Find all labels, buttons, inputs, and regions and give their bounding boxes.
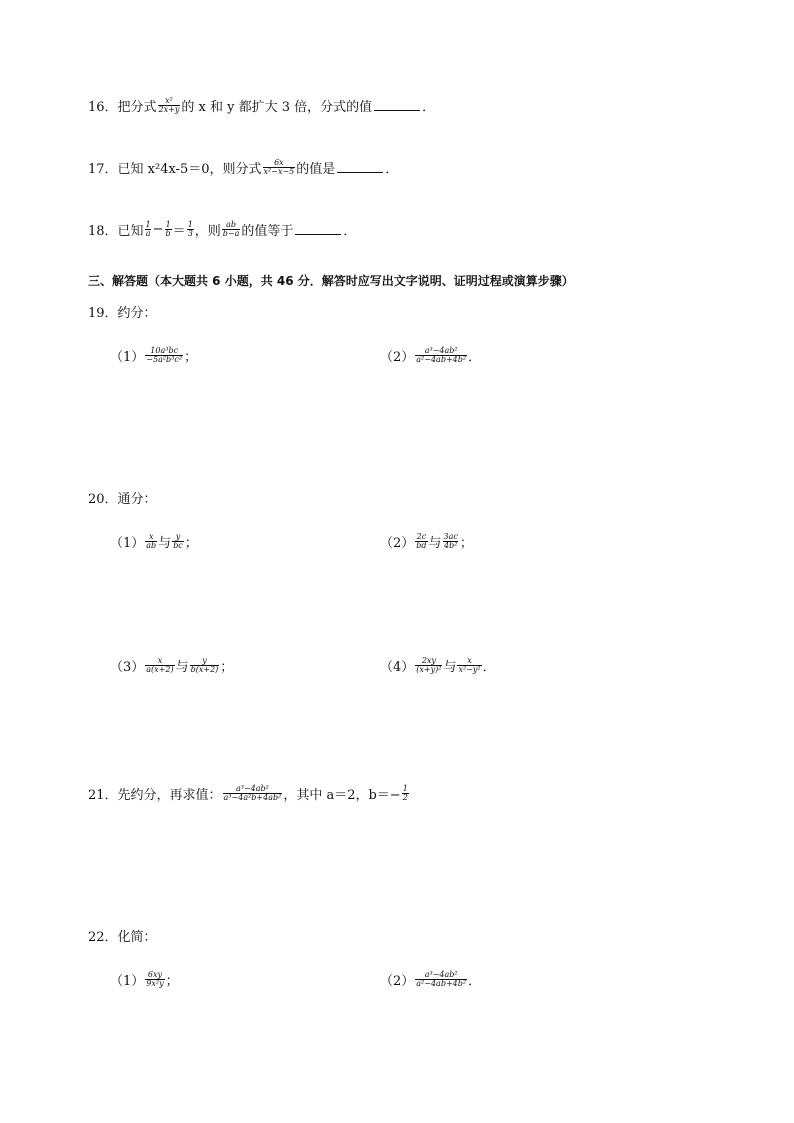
q17-denominator: x²−x−5 (263, 167, 295, 176)
question-17 (88, 158, 398, 177)
q17-end: ． (385, 162, 399, 177)
q18-fraction-4 (222, 221, 241, 239)
q19-p1-denominator: −5a²b³c² (146, 355, 183, 364)
q17-middle: 的值是 (296, 162, 336, 177)
q20-part-2 (380, 532, 473, 551)
q21-half-denominator: 2 (402, 793, 408, 802)
q20-p1-b-numerator: y (175, 531, 181, 541)
q18-mid: ，则 (194, 224, 221, 239)
q20-p4-with: 与 (443, 660, 457, 675)
q18-fraction-2 (165, 221, 172, 239)
q22-p2-end: ． (468, 974, 482, 989)
question-22-title: 22．化简： (88, 930, 157, 945)
q20-p2-fraction-b (443, 533, 459, 551)
q22-p1-end: ； (165, 974, 179, 989)
q20-p2-a-numerator: 2c (416, 531, 427, 541)
q19-part-1 (110, 346, 197, 365)
q20-p3-fraction-a (145, 657, 174, 675)
q17-answer-blank[interactable] (337, 162, 383, 173)
q20-p1-end: ； (184, 536, 198, 551)
q19-part-2 (380, 346, 481, 365)
q20-p4-b-denominator: x²−y² (458, 665, 481, 674)
q20-p4-a-numerator: 2xy (421, 655, 436, 665)
q20-p3-fraction-b (190, 657, 220, 675)
q19-p1-label: （1） (110, 350, 145, 365)
q20-p3-end: ； (220, 660, 234, 675)
question-19-title: 19．约分： (88, 306, 157, 321)
question-18 (88, 220, 356, 239)
question-21 (88, 784, 410, 803)
q20-p2-a-denominator: bd (416, 541, 427, 550)
q20-p2-label: （2） (380, 536, 415, 551)
q18-prefix: 18．已知 (88, 224, 144, 239)
q18-equals: ＝ (172, 224, 186, 239)
q22-part-1 (110, 970, 179, 989)
q20-p3-a-denominator: a(x+2) (146, 665, 174, 674)
q18-minus: − (152, 222, 164, 237)
q22-p1-label: （1） (110, 974, 145, 989)
q18-f4-numerator: ab (226, 219, 237, 229)
q16-end: ． (422, 100, 436, 115)
q16-middle: 的 x 和 y 都扩大 3 倍，分式的值 (181, 100, 373, 115)
q20-p4-a-denominator: (x+y)² (416, 665, 442, 674)
q18-f3-numerator: 1 (187, 219, 193, 229)
q19-p2-end: ． (468, 350, 482, 365)
q21-prefix: 21．先约分，再求值： (88, 788, 222, 803)
q20-p3-with: 与 (175, 660, 189, 675)
q22-p2-fraction (415, 971, 467, 989)
section-3-heading: 三、解答题（本大题共 6 小题，共 46 分．解答时应写出文字说明、证明过程或演算步骤） (88, 274, 574, 288)
q18-answer-blank[interactable] (295, 224, 341, 235)
q18-f2-denominator: b (165, 229, 171, 238)
q22-p2-numerator: a³−4ab² (424, 969, 458, 979)
q20-p4-b-numerator: x (467, 655, 472, 665)
q20-p1-fraction-b (172, 533, 184, 551)
q20-part-3 (110, 656, 233, 675)
q20-p2-with: 与 (428, 536, 442, 551)
q18-fraction-1 (145, 221, 152, 239)
q19-p1-end: ； (184, 350, 198, 365)
q18-end: ． (343, 224, 357, 239)
q22-p2-label: （2） (380, 974, 415, 989)
q21-denominator: a³−4a²b+4ab² (223, 793, 282, 802)
q20-p1-label: （1） (110, 536, 145, 551)
q20-p2-fraction-a (415, 533, 427, 551)
q18-fraction-3 (187, 221, 194, 239)
q16-numerator: x² (165, 95, 173, 105)
q16-fraction (158, 97, 181, 115)
q22-p1-denominator: 9x²y (146, 979, 164, 988)
q19-p2-label: （2） (380, 350, 415, 365)
q20-p3-b-numerator: y (202, 655, 207, 665)
q17-fraction (263, 159, 296, 177)
q16-denominator: 2x+y (158, 105, 180, 114)
q19-p1-fraction (145, 347, 183, 365)
q18-f4-denominator: b−a (222, 229, 240, 238)
q21-numerator: a³−4ab² (235, 783, 269, 793)
q21-half-fraction (402, 785, 409, 803)
q19-p2-denominator: a²−4ab+4b² (416, 355, 467, 364)
q20-p2-b-numerator: 3ac (443, 531, 458, 541)
q19-p2-fraction (415, 347, 467, 365)
q20-part-1 (110, 532, 198, 551)
q20-part-4 (380, 656, 496, 675)
question-16 (88, 96, 435, 115)
q18-f1-numerator: 1 (145, 219, 151, 229)
q20-p1-fraction-a (145, 533, 157, 551)
q21-half-numerator: 1 (402, 783, 408, 793)
q18-middle: 的值等于 (241, 224, 294, 239)
question-20-title: 20．通分： (88, 492, 157, 507)
q20-p2-b-denominator: 4b² (444, 541, 458, 550)
q17-prefix: 17．已知 x²4x-5＝0，则分式 (88, 162, 262, 177)
q22-p2-denominator: a²−4ab+4b² (416, 979, 467, 988)
q20-p2-end: ； (459, 536, 473, 551)
q20-p1-a-numerator: x (148, 531, 154, 541)
q16-prefix: 16．把分式 (88, 100, 157, 115)
q19-p2-numerator: a³−4ab² (424, 345, 458, 355)
q20-p4-fraction-b (457, 657, 481, 675)
q16-answer-blank[interactable] (374, 100, 420, 111)
q20-p1-with: 与 (158, 536, 172, 551)
q20-p4-end: ． (482, 660, 496, 675)
q20-p3-a-numerator: x (157, 655, 163, 665)
q20-p1-b-denominator: bc (173, 541, 183, 550)
q17-numerator: 6x (274, 157, 284, 167)
q19-p1-numerator: 10a³bc (150, 345, 179, 355)
q20-p3-label: （3） (110, 660, 145, 675)
q22-p1-numerator: 6xy (147, 969, 162, 979)
q22-p1-fraction (145, 971, 164, 989)
q20-p3-b-denominator: b(x+2) (190, 665, 219, 674)
q18-f2-numerator: 1 (165, 219, 171, 229)
q20-p4-label: （4） (380, 660, 415, 675)
q18-f1-denominator: a (145, 229, 151, 238)
q20-p4-fraction-a (415, 657, 442, 675)
q22-part-2 (380, 970, 481, 989)
q21-condition: ，其中 a＝2，b＝− (283, 788, 401, 803)
q18-f3-denominator: 3 (187, 229, 193, 238)
q21-fraction (223, 785, 283, 803)
q20-p1-a-denominator: ab (146, 541, 157, 550)
